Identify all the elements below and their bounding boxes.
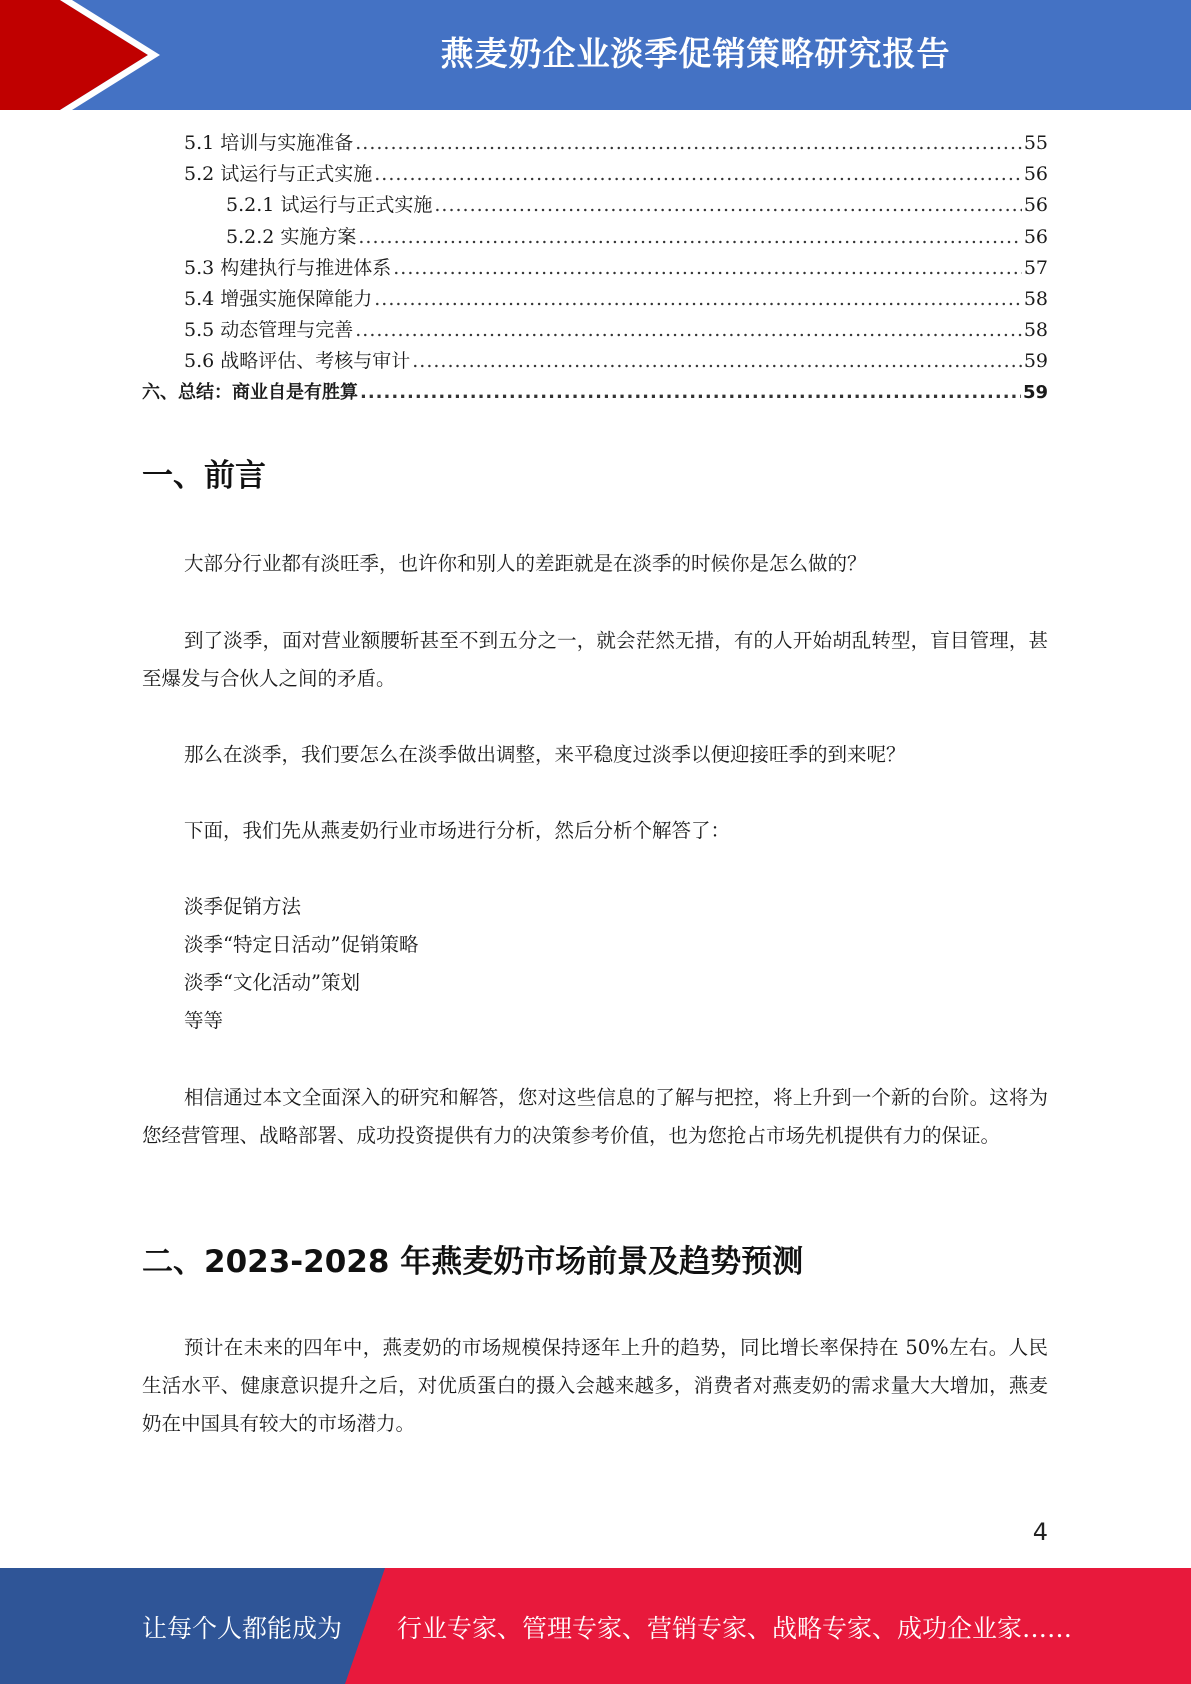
toc-dot-leader (360, 382, 1021, 403)
paragraph: 预计在未来的四年中，燕麦奶的市场规模保持逐年上升的趋势，同比增长率保持在 50%左右。人民生活水平、健康意识提升之后，对优质蛋白的摄入会越来越多，消费者对燕麦奶的需求量大大增加，燕麦奶在中国具有较大的市场潜力。 (142, 1336, 1048, 1435)
list-item: 淡季“文化活动”策划 (184, 971, 360, 994)
toc-entry-label: 5.2 试运行与正式实施 (184, 163, 373, 186)
toc-dot-leader (355, 319, 1022, 341)
page-header (0, 0, 1191, 110)
toc-dot-leader (412, 350, 1022, 372)
topic-list (184, 888, 418, 1040)
toc-entry-page: 58 (1023, 319, 1048, 342)
list-item: 淡季“特定日活动”促销策略 (184, 933, 419, 956)
toc-entry-page: 59 (1022, 381, 1048, 403)
page-footer (0, 1568, 1191, 1684)
toc-entry-label: 5.3 构建执行与推进体系 (184, 256, 392, 279)
toc-entry-page: 56 (1023, 163, 1048, 186)
toc-dot-leader (393, 257, 1022, 279)
report-title: 燕麦奶企业淡季促销策略研究报告 (440, 34, 951, 73)
toc-entry-5-4[interactable] (142, 284, 1048, 315)
toc-entry-5-2-1[interactable] (142, 190, 1048, 221)
toc-entry-5-2[interactable] (142, 159, 1048, 190)
toc-entry-5-6[interactable] (142, 346, 1048, 377)
toc-entry-label: 5.1 培训与实施准备 (184, 132, 354, 154)
footer-slogan-left: 让每个人都能成为 (142, 1614, 343, 1643)
toc-dot-leader (434, 194, 1021, 216)
paragraph: 相信通过本文全面深入的研究和解答，您对这些信息的了解与把控，将上升到一个新的台阶。这将为您经营管理、战略部署、成功投资提供有力的决策参考价值，也为您抢占市场先机提供有力的保证。 (142, 1086, 1048, 1147)
section-heading-preface: 一、前言 (142, 458, 266, 494)
toc-entry-label: 六、总结：商业自是有胜算 (142, 381, 358, 403)
paragraph: 下面，我们先从燕麦奶行业市场进行分析，然后分析个解答了： (184, 819, 731, 842)
toc-entry-page: 56 (1023, 225, 1048, 248)
toc-entry-page: 57 (1023, 256, 1048, 279)
table-of-contents (142, 128, 1048, 409)
toc-entry-label: 5.4 增强实施保障能力 (184, 287, 373, 310)
toc-entry-page: 56 (1023, 194, 1048, 217)
toc-entry-5-1[interactable] (142, 128, 1048, 159)
toc-entry-5-5[interactable] (142, 315, 1048, 346)
toc-entry-5-3[interactable] (142, 253, 1048, 284)
toc-entry-page: 55 (1023, 132, 1048, 154)
paragraph: 到了淡季，面对营业额腰斩甚至不到五分之一，就会茫然无措，有的人开始胡乱转型，盲目管理，甚至爆发与合伙人之间的矛盾。 (142, 629, 1048, 690)
section-heading-market-outlook: 二、2023-2028 年燕麦奶市场前景及趋势预测 (142, 1244, 804, 1280)
toc-dot-leader (374, 288, 1022, 310)
list-item: 淡季促销方法 (184, 895, 302, 918)
footer-slogan-right: 行业专家、管理专家、营销专家、战略专家、成功企业家…… (397, 1614, 1073, 1643)
paragraph: 大部分行业都有淡旺季，也许你和别人的差距就是在淡季的时候你是怎么做的？ (184, 552, 867, 575)
toc-entry-label: 5.5 动态管理与完善 (184, 319, 354, 342)
list-item: 等等 (184, 1009, 224, 1032)
toc-entry-label: 5.6 战略评估、考核与审计 (184, 350, 411, 373)
toc-entry-page: 59 (1023, 350, 1048, 373)
toc-dot-leader (355, 132, 1022, 154)
toc-dot-leader (358, 226, 1021, 248)
toc-entry-page: 58 (1023, 287, 1048, 310)
toc-entry-chapter-6[interactable] (142, 378, 1048, 409)
toc-entry-label: 5.2.2 实施方案 (226, 225, 357, 248)
toc-entry-5-2-2[interactable] (142, 222, 1048, 253)
toc-dot-leader (374, 163, 1022, 185)
paragraph: 那么在淡季，我们要怎么在淡季做出调整，来平稳度过淡季以便迎接旺季的到来呢？ (184, 743, 906, 766)
page-number: 4 (1032, 1518, 1048, 1546)
toc-entry-label: 5.2.1 试运行与正式实施 (226, 194, 433, 217)
